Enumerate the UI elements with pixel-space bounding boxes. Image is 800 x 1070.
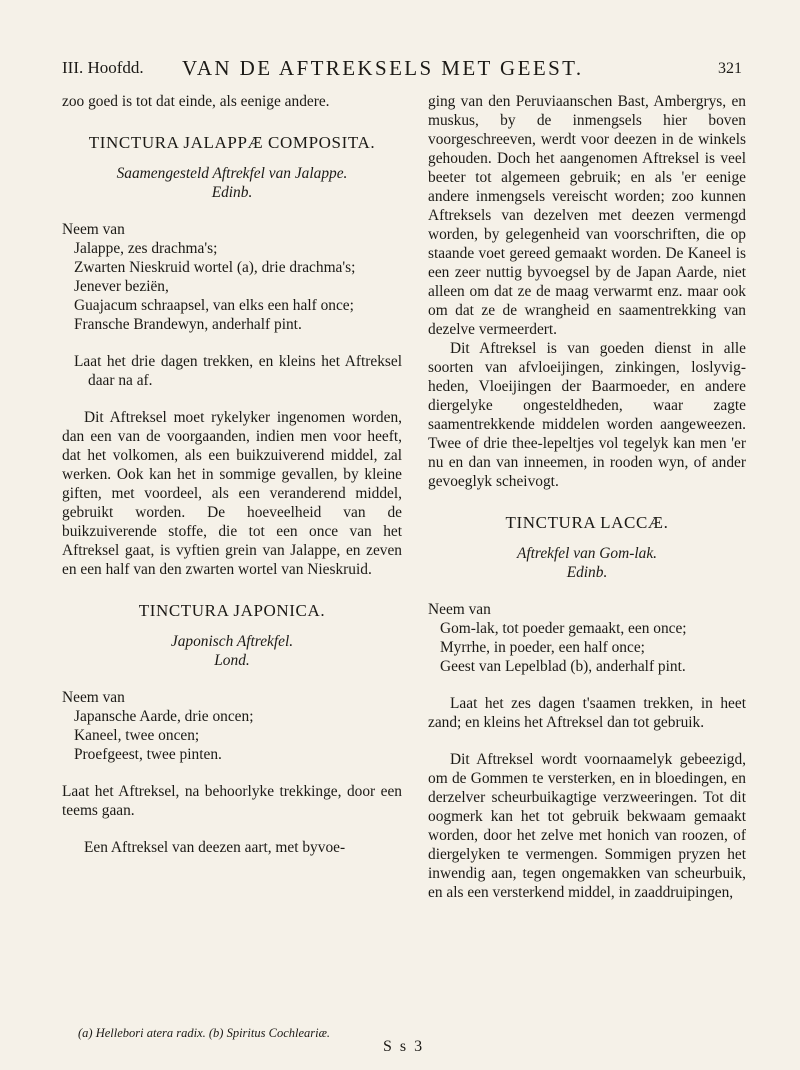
- left-column: [62, 92, 402, 857]
- running-header: [62, 58, 742, 82]
- heading-japonica: TINCTURA JAPONICA.: [138, 601, 326, 620]
- right-column: [428, 92, 746, 902]
- recipe-intro: Neem van: [428, 601, 491, 618]
- ingredient-item: Kaneel, twee oncen;: [74, 727, 200, 744]
- subtitle-jalappae: Saamengesteld Aftrekfel van Jalappe.: [116, 165, 348, 182]
- subtitle-jalappae-source: Edinb.: [211, 184, 253, 201]
- intro-paragraph: zoo goed is tot dat einde, als eenige andere.: [62, 93, 330, 110]
- instruction-paragraph: Laat het Aftreksel, na behoorlyke trekkinge, door een teems gaan.: [62, 783, 402, 819]
- ingredient-item: Japansche Aarde, drie oncen;: [74, 708, 254, 725]
- page-number: 321: [718, 60, 742, 77]
- body-paragraph: Een Aftreksel van deezen aart, met byvoe-: [84, 839, 346, 856]
- ingredient-item: Gom-lak, tot poeder gemaakt, een once;: [440, 620, 687, 637]
- ingredient-item: Zwarten Nieskruid wortel (a), drie drachma's;: [74, 259, 356, 276]
- instruction-paragraph: Laat het zes dagen t'saamen trekken, in heet zand; en kleins het Aftreksel dan tot gebruik.: [428, 695, 746, 731]
- chapter-label: III. Hoofdd.: [62, 58, 144, 77]
- subtitle-laccae: Aftrekfel van Gom-lak.: [516, 545, 658, 562]
- footnote: (a) Hellebori atera radix. (b) Spiritus Cochleariæ.: [78, 1026, 331, 1040]
- body-paragraph: Dit Aftreksel wordt voornaamelyk gebeezigd, om de Gommen te versterken, en in bloedingen, en derzelver scheurbuikagtige verzweeringen. Tot dit oogmerk kan het tot gebruik bekwaam gemaakt worden, door het zelve met honich van roozen, of diergelyken te vermengen. Sommigen pryzen het inwendig aan, tegen ongemakken van scheurbuik, en als een versterkend middel, in zaaddruipingen,: [428, 751, 746, 901]
- instruction-paragraph: Laat het drie dagen trekken, en kleins het Aftreksel daar na af.: [74, 353, 402, 389]
- ingredient-item: Guajacum schraapsel, van elks een half once;: [74, 297, 354, 314]
- signature-mark: S s 3: [383, 1038, 425, 1055]
- recipe-intro: Neem van: [62, 221, 125, 238]
- subtitle-japonica-source: Lond.: [214, 652, 250, 669]
- ingredient-item: Jenever beziën,: [74, 278, 169, 295]
- heading-laccae: TINCTURA LACCÆ.: [505, 513, 669, 532]
- subtitle-laccae-source: Edinb.: [566, 564, 608, 581]
- recipe-intro: Neem van: [62, 689, 125, 706]
- running-title: VAN DE AFTREKSELS MET GEEST.: [182, 56, 584, 80]
- ingredient-item: Fransche Brandewyn, anderhalf pint.: [74, 316, 302, 333]
- heading-jalappae: TINCTURA JALAPPÆ COMPOSITA.: [88, 133, 376, 152]
- subtitle-japonica: Japonisch Aftrekfel.: [170, 633, 294, 650]
- ingredient-item: Jalappe, zes drachma's;: [74, 240, 218, 257]
- ingredient-item: Geest van Lepelblad (b), anderhalf pint.: [440, 658, 686, 675]
- ingredient-item: Proefgeest, twee pinten.: [74, 746, 222, 763]
- body-paragraph: ging van den Peruviaanschen Bast, Ambergrys, en muskus, by de inmengsels hier boven voorgeschreeven, werdt voor deezen in de winkels gehouden. Doch het aangenomen Aftreksel is veel beeter tot algemeen gebruik; en als 'er eenige andere inmengsels vereischt worden; zoo kunnen Aftreksels van dezelven met deezen vermengd worden, by gelegenheid van voorschriften, die op staande voet gereed gemaakt worden. De Kaneel is een zeer nuttig byvoegsel by de Japan Aarde, niet alleen om dat ze de maag verwarmt enz. maar ook om dat ze de wrangheid en saamentrekking van dezelve vermeerdert.: [428, 93, 746, 338]
- body-paragraph: Dit Aftreksel moet rykelyker ingenomen worden, dan een van de voorgaanden, indien men voor heeft, dat het volkomen, als een buikzuiverend middel, zal werken. Ook kan het in sommige gevallen, by kleine giften, met voordeel, als een veranderend middel, gebruikt worden. De hoeveelheid van de buikzuiverende stoffe, die tot een once van het Aftreksel gaat, is vyftien grein van Jalappe, en zeven en een half van den zwarten wortel van Nieskruid.: [62, 409, 402, 578]
- body-paragraph: Dit Aftreksel is van goeden dienst in alle soorten van afvloeijingen, zinkingen, loslyvigheden, Vloeijingen der Baarmoeder, en andere diergelyke ongesteldheden, waar zagte saamentrekkende middelen worden aangeweezen. Twee of drie thee-lepeltjes vol tegelyk kan men 'er nu en dan van inneemen, in rooden wyn, of ander gevoeglyk scheivogt.: [428, 340, 746, 490]
- ingredient-item: Myrrhe, in poeder, een half once;: [440, 639, 645, 656]
